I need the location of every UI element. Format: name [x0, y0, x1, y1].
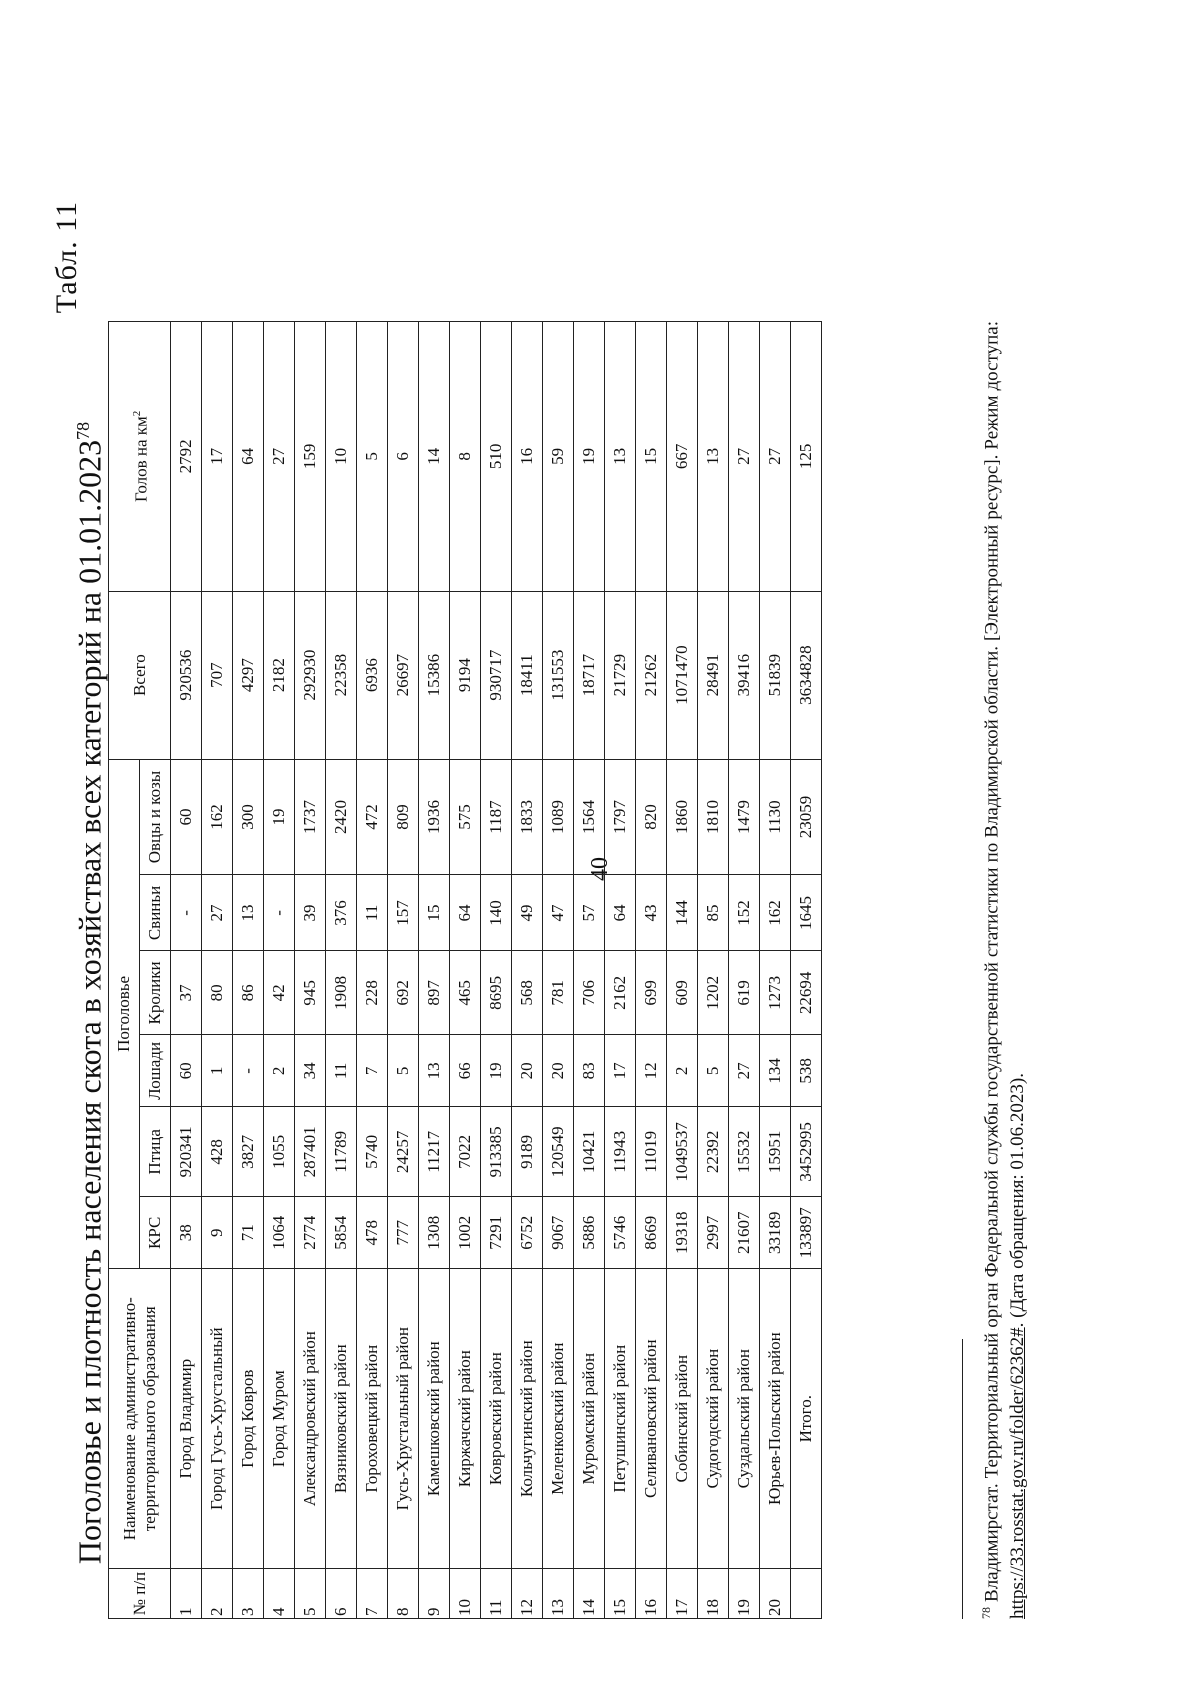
- cell-name: Итого.: [791, 1269, 822, 1569]
- header-svini: Свиньи: [140, 875, 171, 951]
- cell-loshadi: 17: [605, 1035, 636, 1107]
- header-ovtsy: Овцы и козы: [140, 759, 171, 875]
- header-loshadi: Лошади: [140, 1035, 171, 1107]
- cell-krs: 8669: [636, 1197, 667, 1269]
- cell-density: 27: [760, 322, 791, 592]
- cell-num: 12: [512, 1569, 543, 1619]
- header-group: Поголовье: [109, 759, 140, 1269]
- cell-density: 13: [698, 322, 729, 592]
- cell-density: 8: [450, 322, 481, 592]
- cell-ptitsa: 11217: [419, 1107, 450, 1197]
- table-row-total: [791, 322, 822, 1619]
- cell-name: Вязниковский район: [326, 1269, 357, 1569]
- page-number: 40: [587, 857, 613, 881]
- cell-total: 15386: [419, 591, 450, 759]
- cell-total: 707: [202, 591, 233, 759]
- cell-ptitsa: 287401: [295, 1107, 326, 1197]
- cell-num: 5: [295, 1569, 326, 1619]
- cell-total: 930717: [481, 591, 512, 759]
- cell-krs: 71: [233, 1197, 264, 1269]
- header-krs: КРС: [140, 1197, 171, 1269]
- cell-num: [791, 1569, 822, 1619]
- header-density-sup: 2: [131, 410, 144, 417]
- cell-krs: 1308: [419, 1197, 450, 1269]
- cell-density: 10: [326, 322, 357, 592]
- cell-svini: 57: [574, 875, 605, 951]
- cell-ptitsa: 1055: [264, 1107, 295, 1197]
- cell-loshadi: 66: [450, 1035, 481, 1107]
- cell-name: Юрьев-Польский район: [760, 1269, 791, 1569]
- header-num: № п/п: [109, 1569, 171, 1619]
- cell-krs: 7291: [481, 1197, 512, 1269]
- cell-total: 9194: [450, 591, 481, 759]
- cell-num: 17: [667, 1569, 698, 1619]
- cell-name: Александровский район: [295, 1269, 326, 1569]
- cell-ptitsa: 15532: [729, 1107, 760, 1197]
- cell-loshadi: 538: [791, 1035, 822, 1107]
- cell-ovtsy: 1810: [698, 759, 729, 875]
- table-row: [388, 322, 419, 1619]
- cell-name: Киржачский район: [450, 1269, 481, 1569]
- cell-ptitsa: 11943: [605, 1107, 636, 1197]
- cell-krs: 133897: [791, 1197, 822, 1269]
- table-row: [605, 322, 636, 1619]
- table-row: [295, 322, 326, 1619]
- cell-num: 20: [760, 1569, 791, 1619]
- cell-name: Город Муром: [264, 1269, 295, 1569]
- cell-ovtsy: 1797: [605, 759, 636, 875]
- cell-svini: 49: [512, 875, 543, 951]
- cell-name: Гусь-Хрустальный район: [388, 1269, 419, 1569]
- header-kroliki: Кролики: [140, 951, 171, 1035]
- cell-krs: 1002: [450, 1197, 481, 1269]
- cell-ptitsa: 5740: [357, 1107, 388, 1197]
- cell-loshadi: -: [233, 1035, 264, 1107]
- cell-ptitsa: 11019: [636, 1107, 667, 1197]
- table-row: [729, 322, 760, 1619]
- cell-density: 14: [419, 322, 450, 592]
- cell-ptitsa: 22392: [698, 1107, 729, 1197]
- cell-ovtsy: 1187: [481, 759, 512, 875]
- footnote-link[interactable]: https://33.rosstat.gov.ru/folder/62362#: [1007, 1327, 1029, 1619]
- cell-name: Город Ковров: [233, 1269, 264, 1569]
- cell-svini: 39: [295, 875, 326, 951]
- cell-svini: 1645: [791, 875, 822, 951]
- cell-ptitsa: 7022: [450, 1107, 481, 1197]
- cell-ovtsy: 1737: [295, 759, 326, 875]
- cell-kroliki: 80: [202, 951, 233, 1035]
- cell-ptitsa: 1049537: [667, 1107, 698, 1197]
- cell-svini: 27: [202, 875, 233, 951]
- cell-ovtsy: 162: [202, 759, 233, 875]
- cell-num: 13: [543, 1569, 574, 1619]
- cell-num: 2: [202, 1569, 233, 1619]
- cell-total: 22358: [326, 591, 357, 759]
- cell-ptitsa: 9189: [512, 1107, 543, 1197]
- cell-svini: 47: [543, 875, 574, 951]
- cell-total: 4297: [233, 591, 264, 759]
- cell-svini: 13: [233, 875, 264, 951]
- cell-name: Гороховецкий район: [357, 1269, 388, 1569]
- table-row: [667, 322, 698, 1619]
- cell-kroliki: 1202: [698, 951, 729, 1035]
- cell-num: 9: [419, 1569, 450, 1619]
- cell-ptitsa: 3452995: [791, 1107, 822, 1197]
- cell-svini: 376: [326, 875, 357, 951]
- header-density: [109, 322, 171, 592]
- table-row: [264, 322, 295, 1619]
- cell-svini: 140: [481, 875, 512, 951]
- cell-total: 1071470: [667, 591, 698, 759]
- cell-ovtsy: 19: [264, 759, 295, 875]
- cell-kroliki: 568: [512, 951, 543, 1035]
- cell-ovtsy: 472: [357, 759, 388, 875]
- cell-kroliki: 8695: [481, 951, 512, 1035]
- table-row: [233, 322, 264, 1619]
- cell-density: 27: [264, 322, 295, 592]
- cell-kroliki: 465: [450, 951, 481, 1035]
- cell-ovtsy: 60: [171, 759, 202, 875]
- table-row: [543, 322, 574, 1619]
- cell-svini: 152: [729, 875, 760, 951]
- cell-loshadi: 2: [667, 1035, 698, 1107]
- cell-loshadi: 34: [295, 1035, 326, 1107]
- footnote-ref: 78: [979, 1607, 993, 1619]
- cell-density: 6: [388, 322, 419, 592]
- cell-density: 510: [481, 322, 512, 592]
- cell-krs: 777: [388, 1197, 419, 1269]
- cell-num: 18: [698, 1569, 729, 1619]
- cell-name: Город Гусь-Хрустальный: [202, 1269, 233, 1569]
- cell-num: 19: [729, 1569, 760, 1619]
- cell-total: 2182: [264, 591, 295, 759]
- cell-krs: 33189: [760, 1197, 791, 1269]
- cell-krs: 19318: [667, 1197, 698, 1269]
- cell-name: Ковровский район: [481, 1269, 512, 1569]
- livestock-table: [108, 321, 822, 1619]
- cell-name: Меленковский район: [543, 1269, 574, 1569]
- cell-ovtsy: 575: [450, 759, 481, 875]
- cell-kroliki: 1273: [760, 951, 791, 1035]
- cell-total: 292930: [295, 591, 326, 759]
- cell-loshadi: 83: [574, 1035, 605, 1107]
- cell-svini: 157: [388, 875, 419, 951]
- cell-density: 64: [233, 322, 264, 592]
- cell-ovtsy: 820: [636, 759, 667, 875]
- cell-num: 10: [450, 1569, 481, 1619]
- cell-ovtsy: 1936: [419, 759, 450, 875]
- cell-density: 667: [667, 322, 698, 592]
- cell-ptitsa: 10421: [574, 1107, 605, 1197]
- cell-loshadi: 27: [729, 1035, 760, 1107]
- cell-krs: 2774: [295, 1197, 326, 1269]
- cell-name: Петушинский район: [605, 1269, 636, 1569]
- cell-ptitsa: 428: [202, 1107, 233, 1197]
- cell-loshadi: 20: [512, 1035, 543, 1107]
- cell-total: 920536: [171, 591, 202, 759]
- table-row: [512, 322, 543, 1619]
- cell-loshadi: 5: [698, 1035, 729, 1107]
- cell-loshadi: 11: [326, 1035, 357, 1107]
- cell-density: 27: [729, 322, 760, 592]
- cell-krs: 5746: [605, 1197, 636, 1269]
- cell-svini: 64: [605, 875, 636, 951]
- cell-name: Суздальский район: [729, 1269, 760, 1569]
- cell-total: 51839: [760, 591, 791, 759]
- cell-loshadi: 19: [481, 1035, 512, 1107]
- cell-loshadi: 134: [760, 1035, 791, 1107]
- cell-total: 21262: [636, 591, 667, 759]
- cell-kroliki: 1908: [326, 951, 357, 1035]
- cell-total: 21729: [605, 591, 636, 759]
- cell-svini: 162: [760, 875, 791, 951]
- cell-kroliki: 37: [171, 951, 202, 1035]
- cell-density: 2792: [171, 322, 202, 592]
- cell-ovtsy: 300: [233, 759, 264, 875]
- cell-svini: -: [171, 875, 202, 951]
- cell-loshadi: 13: [419, 1035, 450, 1107]
- cell-name: Собинский район: [667, 1269, 698, 1569]
- cell-total: 6936: [357, 591, 388, 759]
- cell-ptitsa: 920341: [171, 1107, 202, 1197]
- cell-ovtsy: 1089: [543, 759, 574, 875]
- cell-num: 1: [171, 1569, 202, 1619]
- cell-ovtsy: 1833: [512, 759, 543, 875]
- table-row: [202, 322, 233, 1619]
- cell-ovtsy: 1130: [760, 759, 791, 875]
- rotated-page-content: [50, 183, 1070, 1663]
- cell-kroliki: 699: [636, 951, 667, 1035]
- cell-krs: 38: [171, 1197, 202, 1269]
- cell-name: Камешковский район: [419, 1269, 450, 1569]
- cell-name: Муромский район: [574, 1269, 605, 1569]
- cell-total: 3634828: [791, 591, 822, 759]
- cell-density: 17: [202, 322, 233, 592]
- table-row: [698, 322, 729, 1619]
- cell-density: 159: [295, 322, 326, 592]
- footnote-access-date: . (Дата обращения: 01.06.2023).: [1007, 1073, 1029, 1328]
- cell-krs: 5854: [326, 1197, 357, 1269]
- table-row: [357, 322, 388, 1619]
- table-row: [450, 322, 481, 1619]
- cell-krs: 9067: [543, 1197, 574, 1269]
- cell-kroliki: 897: [419, 951, 450, 1035]
- cell-kroliki: 692: [388, 951, 419, 1035]
- cell-ptitsa: 24257: [388, 1107, 419, 1197]
- cell-loshadi: 1: [202, 1035, 233, 1107]
- cell-ovtsy: 1479: [729, 759, 760, 875]
- cell-density: 125: [791, 322, 822, 592]
- table-title: [64, 345, 109, 1641]
- cell-krs: 478: [357, 1197, 388, 1269]
- cell-num: 11: [481, 1569, 512, 1619]
- cell-krs: 6752: [512, 1197, 543, 1269]
- cell-svini: 85: [698, 875, 729, 951]
- cell-name: Селивановский район: [636, 1269, 667, 1569]
- cell-num: 6: [326, 1569, 357, 1619]
- table-row: [326, 322, 357, 1619]
- table-label: Табл. 11: [50, 201, 83, 314]
- cell-num: 4: [264, 1569, 295, 1619]
- cell-kroliki: 22694: [791, 951, 822, 1035]
- cell-svini: 11: [357, 875, 388, 951]
- cell-density: 19: [574, 322, 605, 592]
- cell-name: Судогодский район: [698, 1269, 729, 1569]
- cell-ptitsa: 913385: [481, 1107, 512, 1197]
- cell-svini: 64: [450, 875, 481, 951]
- cell-svini: 144: [667, 875, 698, 951]
- cell-loshadi: 5: [388, 1035, 419, 1107]
- cell-ptitsa: 3827: [233, 1107, 264, 1197]
- cell-ptitsa: 11789: [326, 1107, 357, 1197]
- cell-krs: 1064: [264, 1197, 295, 1269]
- cell-total: 18717: [574, 591, 605, 759]
- cell-krs: 2997: [698, 1197, 729, 1269]
- table-row: [481, 322, 512, 1619]
- cell-ptitsa: 120549: [543, 1107, 574, 1197]
- cell-density: 15: [636, 322, 667, 592]
- title-footnote-ref: 78: [73, 421, 93, 440]
- cell-num: 8: [388, 1569, 419, 1619]
- cell-kroliki: 609: [667, 951, 698, 1035]
- header-ptitsa: Птица: [140, 1107, 171, 1197]
- cell-loshadi: 60: [171, 1035, 202, 1107]
- cell-kroliki: 706: [574, 951, 605, 1035]
- cell-density: 16: [512, 322, 543, 592]
- cell-density: 13: [605, 322, 636, 592]
- cell-total: 26697: [388, 591, 419, 759]
- cell-ovtsy: 2420: [326, 759, 357, 875]
- footnote-text: Владимирстат. Территориальный орган Федеральной службы государственной статистики по Владимирской области. [Электронный ресурс]. Режим доступа:: [981, 320, 1003, 1602]
- cell-density: 59: [543, 322, 574, 592]
- cell-total: 39416: [729, 591, 760, 759]
- cell-name: Кольчугинский район: [512, 1269, 543, 1569]
- table-row: [574, 322, 605, 1619]
- cell-kroliki: 619: [729, 951, 760, 1035]
- table-row: [171, 322, 202, 1619]
- cell-ovtsy: 1564: [574, 759, 605, 875]
- cell-ovtsy: 23059: [791, 759, 822, 875]
- cell-svini: 43: [636, 875, 667, 951]
- footnote: [962, 321, 1031, 1619]
- cell-svini: -: [264, 875, 295, 951]
- cell-ovtsy: 809: [388, 759, 419, 875]
- cell-name: Город Владимир: [171, 1269, 202, 1569]
- cell-num: 16: [636, 1569, 667, 1619]
- cell-krs: 21607: [729, 1197, 760, 1269]
- cell-loshadi: 12: [636, 1035, 667, 1107]
- cell-ovtsy: 1860: [667, 759, 698, 875]
- cell-num: 15: [605, 1569, 636, 1619]
- cell-kroliki: 945: [295, 951, 326, 1035]
- cell-svini: 15: [419, 875, 450, 951]
- table-row: [419, 322, 450, 1619]
- table-row: [636, 322, 667, 1619]
- header-total: Всего: [109, 591, 171, 759]
- cell-kroliki: 86: [233, 951, 264, 1035]
- footnote-rule: [962, 1339, 963, 1619]
- table-title-text: Поголовье и плотность населения скота в хозяйствах всех категорий на 01.01.2023: [71, 439, 108, 1565]
- cell-loshadi: 7: [357, 1035, 388, 1107]
- cell-kroliki: 2162: [605, 951, 636, 1035]
- cell-kroliki: 781: [543, 951, 574, 1035]
- table-body: [171, 322, 822, 1619]
- cell-total: 131553: [543, 591, 574, 759]
- cell-total: 18411: [512, 591, 543, 759]
- header-density-text: Голов на км: [131, 416, 151, 503]
- cell-num: 3: [233, 1569, 264, 1619]
- cell-num: 14: [574, 1569, 605, 1619]
- cell-krs: 5886: [574, 1197, 605, 1269]
- cell-loshadi: 2: [264, 1035, 295, 1107]
- cell-total: 28491: [698, 591, 729, 759]
- table-row: [760, 322, 791, 1619]
- header-name: Наименование административно-территориального образования: [109, 1269, 171, 1569]
- cell-density: 5: [357, 322, 388, 592]
- cell-ptitsa: 15951: [760, 1107, 791, 1197]
- cell-krs: 9: [202, 1197, 233, 1269]
- cell-loshadi: 20: [543, 1035, 574, 1107]
- cell-num: 7: [357, 1569, 388, 1619]
- cell-kroliki: 228: [357, 951, 388, 1035]
- cell-kroliki: 42: [264, 951, 295, 1035]
